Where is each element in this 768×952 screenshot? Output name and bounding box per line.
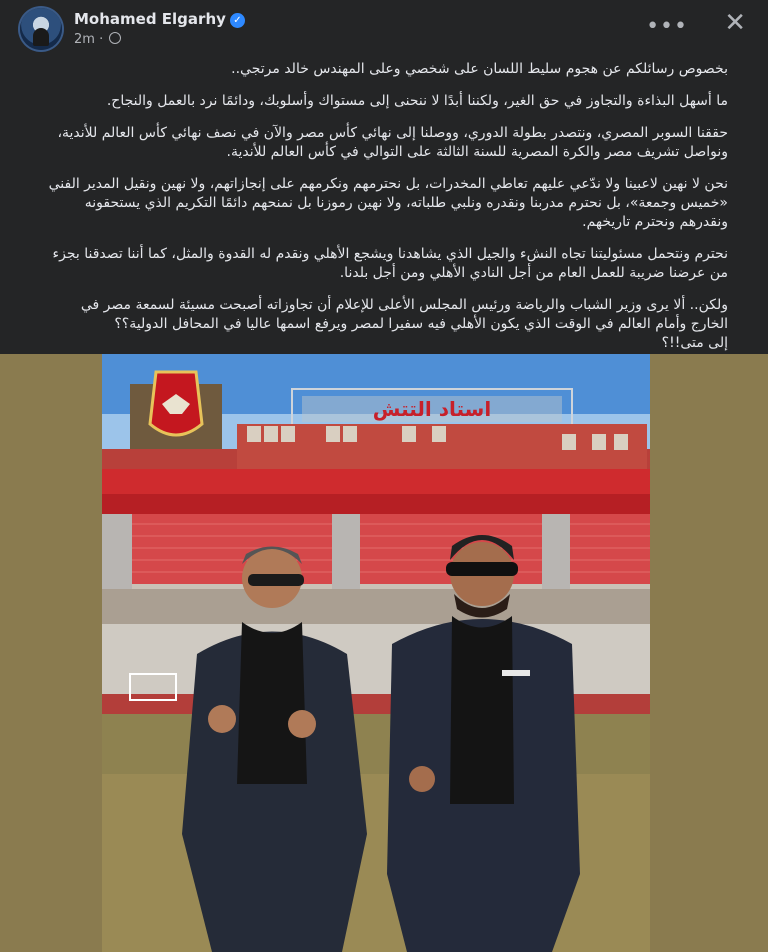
post-paragraph: بخصوص رسائلكم عن هجوم سليط اللسان على شخصي وعلى المهندس خالد مرتجي.. bbox=[231, 61, 728, 77]
post-paragraph: نحن لا نهين لاعبينا ولا ندّعي عليهم تعاطي المخدرات، بل نحترمهم ونكرمهم على إنجازاتهم، ولا نهين ونقيل المدير الفني «خميس وجمعة»، بل نحترم مدربنا ونقدره ونلبي طلباته، ولا نهين رموزنا بل نمنحهم دائمًا التكريم الذي يستحقونه ونقدرهم ونحترم تاريخهم. bbox=[48, 176, 728, 230]
verified-badge-icon: ✓ bbox=[230, 13, 245, 28]
post-paragraph: ولكن.. ألا يرى وزير الشباب والرياضة ورئيس المجلس الأعلى للإعلام أن تجاوزاته أصبحت مسيئة لسمعة مصر في الخارج وأمام العالم في الوقت الذي يكون الأهلي فيه سفيرا لمصر ويرفع اسمها عاليا في المحافل الدولية؟؟ إلى متى!!؟ bbox=[80, 297, 728, 351]
photo-container[interactable] bbox=[0, 354, 768, 952]
author-avatar[interactable] bbox=[20, 8, 62, 50]
post-paragraph: نحترم ونتحمل مسئوليتنا تجاه النشء والجيل الذي يشاهدنا ويشجع الأهلي ونقدم له القدوة والمثل، كما أننا تصدقنا بجزء من عرضنا ضريبة للعمل العام من أجل النادي الأهلي ومن أجل بلدنا. bbox=[52, 246, 728, 281]
stadium-photo-illustration bbox=[102, 354, 650, 952]
meta-separator: · bbox=[99, 32, 104, 47]
post-paragraph: ما أسهل البذاءة والتجاوز في حق الغير، ولكننا أبدًا لا ننحنى إلى مستواك وأسلوبك، ودائمًا نرد بالعمل والنجاح. bbox=[106, 93, 728, 109]
post-photo[interactable] bbox=[102, 354, 650, 952]
post-paragraph: حققنا السوبر المصري، ونتصدر بطولة الدوري، ووصلنا إلى نهائي كأس مصر والآن في نصف نهائي كأس العالم للأندية، ونواصل تشريف مصر والكرة المصرية للسنة الثالثة على التوالي في كأس العالم للأندية. bbox=[57, 125, 728, 160]
close-icon[interactable]: ✕ bbox=[724, 8, 746, 38]
stadium-sign-text: استاد التتش bbox=[372, 397, 492, 421]
more-options-icon[interactable]: ••• bbox=[646, 14, 688, 39]
post-time[interactable]: 2m bbox=[74, 32, 95, 47]
post-header bbox=[18, 6, 750, 54]
globe-icon[interactable] bbox=[109, 32, 121, 44]
post-text bbox=[40, 60, 728, 366]
post-meta bbox=[74, 32, 121, 47]
author-name[interactable] bbox=[74, 10, 245, 28]
author-name-text[interactable]: Mohamed Elgarhy bbox=[74, 10, 226, 28]
